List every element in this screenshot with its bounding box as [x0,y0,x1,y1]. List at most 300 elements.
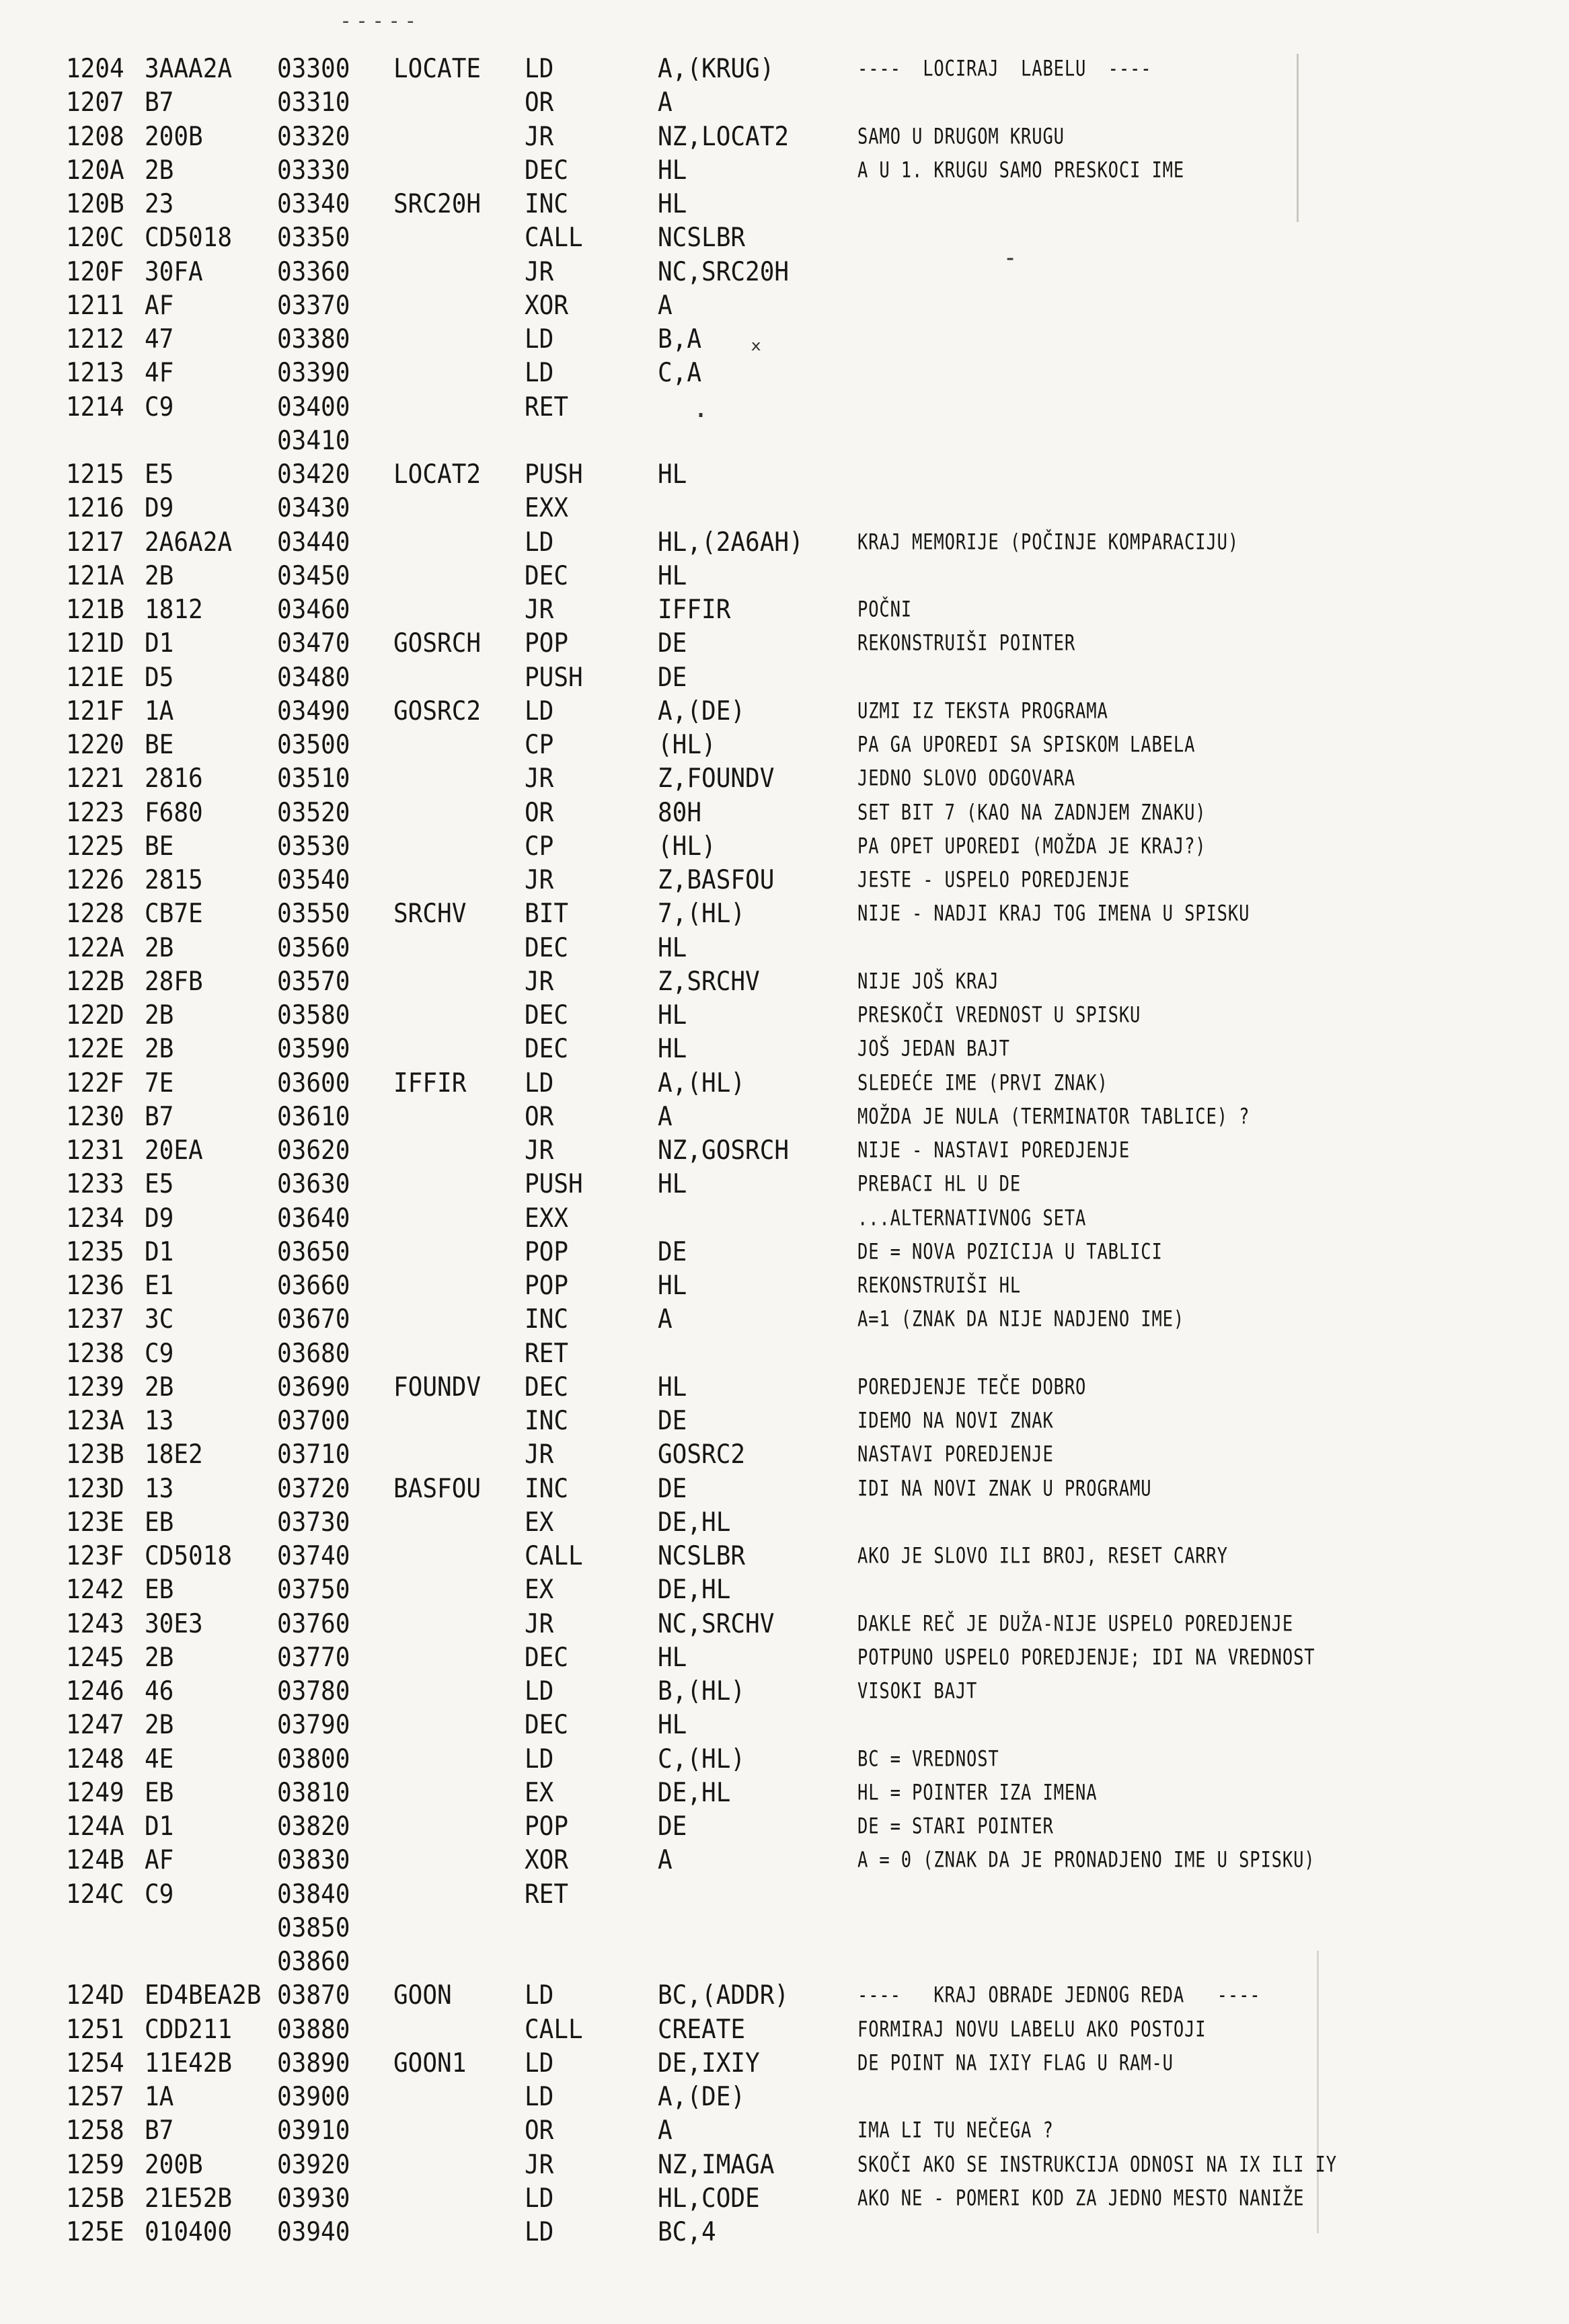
opcode-hex-cell: BE [145,730,174,760]
comment-cell: PREBACI HL U DE [857,1171,1022,1197]
line-number-cell: 03500 [277,730,350,760]
opcode-hex-cell: 30FA [145,256,203,287]
opcode-hex-cell: CD5018 [145,1541,233,1571]
line-number-cell: 03680 [277,1338,350,1369]
address-cell: 1212 [66,324,124,354]
opcode-hex-cell: 23 [145,189,174,219]
comment-cell: JEDNO SLOVO ODGOVARA [857,765,1076,792]
address-cell: 120C [66,223,124,253]
line-number-cell: 03740 [277,1541,350,1571]
address-cell: 1221 [66,763,124,794]
operand-cell: C,(HL) [658,1744,746,1774]
page-fold-line [1297,54,1299,222]
operand-cell: DE [658,1406,687,1436]
comment-cell: IMA LI TU NEČEGA ? [857,2117,1054,2144]
label-cell: GOON1 [393,2048,467,2078]
mnemonic-cell: EX [525,1575,554,1605]
comment-cell: NIJE - NADJI KRAJ TOG IMENA U SPISKU [857,901,1250,927]
line-number-cell: 03380 [277,324,350,354]
line-number-cell: 03810 [277,1778,350,1808]
address-cell: 1251 [66,2014,124,2045]
operand-cell: HL,(2A6AH) [658,527,804,558]
mnemonic-cell: DEC [525,561,569,591]
line-number-cell: 03300 [277,54,350,84]
opcode-hex-cell: 2A6A2A [145,527,233,558]
label-cell: FOUNDV [393,1372,482,1402]
address-cell: 1213 [66,358,124,388]
comment-cell: JESTE - USPELO POREDJENJE [857,867,1131,893]
opcode-hex-cell: CB7E [145,899,203,929]
address-cell: 1226 [66,865,124,895]
address-cell: 1259 [66,2149,124,2180]
mnemonic-cell: DEC [525,1643,569,1673]
address-cell: 124A [66,1811,124,1842]
address-cell: 1234 [66,1203,124,1234]
opcode-hex-cell: AF [145,291,174,321]
line-number-cell: 03770 [277,1643,350,1673]
opcode-hex-cell: 2B [145,932,174,963]
line-number-cell: 03760 [277,1608,350,1639]
line-number-cell: 03320 [277,121,350,152]
mnemonic-cell: LD [525,1980,554,2011]
address-cell: 1214 [66,391,124,422]
opcode-hex-cell: E5 [145,1169,174,1199]
opcode-hex-cell: CD5018 [145,223,233,253]
address-cell: 1208 [66,121,124,152]
mnemonic-cell: CALL [525,1541,583,1571]
opcode-hex-cell: EB [145,1778,174,1808]
mnemonic-cell: XOR [525,1845,569,1875]
comment-cell: DE POINT NA IXIY FLAG U RAM-U [857,2050,1174,2076]
comment-cell: POREDJENJE TEČE DOBRO [857,1374,1087,1400]
opcode-hex-cell: C9 [145,1879,174,1910]
address-cell: 1231 [66,1135,124,1166]
comment-cell: AKO JE SLOVO ILI BROJ, RESET CARRY [857,1543,1228,1569]
comment-cell: ---- KRAJ OBRADE JEDNOG REDA ---- [857,1982,1261,2009]
mnemonic-cell: DEC [525,1000,569,1030]
operand-cell: HL [658,1372,687,1402]
opcode-hex-cell: 010400 [145,2217,233,2247]
address-cell: 1230 [66,1102,124,1132]
line-number-cell: 03850 [277,1913,350,1943]
operand-cell: DE [658,628,687,659]
mnemonic-cell: OR [525,87,554,118]
address-cell: 1248 [66,1744,124,1774]
comment-cell: IDI NA NOVI ZNAK U PROGRAMU [857,1476,1152,1501]
mnemonic-cell: JR [525,967,554,997]
opcode-hex-cell: 30E3 [145,1608,203,1639]
address-cell: 1217 [66,527,124,558]
opcode-hex-cell: 200B [145,121,203,152]
mnemonic-cell: LD [525,2217,554,2247]
line-number-cell: 03540 [277,865,350,895]
stray-mark: ˣ [748,335,765,366]
mnemonic-cell: DEC [525,1034,569,1064]
comment-cell: REKONSTRUIŠI HL [857,1273,1022,1299]
opcode-hex-cell: 200B [145,2149,203,2180]
comment-cell: IDEMO NA NOVI ZNAK [857,1408,1054,1434]
address-cell: 123E [66,1507,124,1538]
comment-cell: JOŠ JEDAN BAJT [857,1036,1010,1062]
mnemonic-cell: CALL [525,223,583,253]
line-number-cell: 03870 [277,1980,350,2011]
opcode-hex-cell: 28FB [145,967,203,997]
mnemonic-cell: EXX [525,493,569,523]
mnemonic-cell: LD [525,527,554,558]
operand-cell: A,(DE) [658,2082,746,2112]
label-cell: SRC20H [393,189,482,219]
comment-cell: BC = VREDNOST [857,1746,999,1772]
mnemonic-cell: JR [525,2149,554,2180]
opcode-hex-cell: 21E52B [145,2183,233,2214]
comment-cell: ...ALTERNATIVNOG SETA [857,1205,1087,1231]
opcode-hex-cell: D1 [145,628,174,659]
opcode-hex-cell: 3AAA2A [145,54,233,84]
mnemonic-cell: LD [525,696,554,726]
opcode-hex-cell: C9 [145,1338,174,1369]
comment-cell: NASTAVI POREDJENJE [857,1441,1054,1468]
address-cell: 122E [66,1034,124,1064]
address-cell: 120A [66,155,124,186]
operand-cell: C,A [658,358,702,388]
operand-cell: HL [658,1271,687,1301]
line-number-cell: 03840 [277,1879,350,1910]
operand-cell: 80H [658,797,702,828]
address-cell: 120B [66,189,124,219]
comment-cell: FORMIRAJ NOVU LABELU AKO POSTOJI [857,2017,1207,2042]
mnemonic-cell: OR [525,797,554,828]
operand-cell: DE,HL [658,1575,731,1605]
stray-mark: · [693,400,710,431]
comment-cell: PRESKOČI VREDNOST U SPISKU [857,1002,1141,1028]
mnemonic-cell: POP [525,628,569,659]
mnemonic-cell: CP [525,730,554,760]
mnemonic-cell: LD [525,324,554,354]
operand-cell: HL [658,1000,687,1030]
comment-cell: HL = POINTER IZA IMENA [857,1780,1098,1806]
operand-cell: NC,SRC20H [658,256,790,287]
label-cell: SRCHV [393,899,467,929]
address-cell: 1257 [66,2082,124,2112]
operand-cell: HL [658,1169,687,1199]
opcode-hex-cell: D1 [145,1237,174,1267]
stray-mark: ˗ [1002,242,1019,273]
opcode-hex-cell: 2815 [145,865,203,895]
comment-cell: ---- LOCIRAJ LABELU ---- [857,56,1152,82]
operand-cell: DE [658,662,687,693]
line-number-cell: 03520 [277,797,350,828]
address-cell: 1239 [66,1372,124,1402]
line-number-cell: 03790 [277,1710,350,1740]
mnemonic-cell: DEC [525,1372,569,1402]
line-number-cell: 03590 [277,1034,350,1064]
address-cell: 1243 [66,1608,124,1639]
operand-cell: HL [658,932,687,963]
address-cell: 1245 [66,1643,124,1673]
operand-cell: Z,BASFOU [658,865,775,895]
mnemonic-cell: PUSH [525,459,583,490]
opcode-hex-cell: 3C [145,1304,174,1335]
label-cell: GOSRCH [393,628,482,659]
mnemonic-cell: LD [525,1744,554,1774]
operand-cell: A,(HL) [658,1067,746,1098]
address-cell: 1235 [66,1237,124,1267]
line-number-cell: 03860 [277,1947,350,1977]
opcode-hex-cell: 4F [145,358,174,388]
comment-cell: KRAJ MEMORIJE (POČINJE KOMPARACIJU) [857,529,1239,555]
line-number-cell: 03440 [277,527,350,558]
comment-cell: A U 1. KRUGU SAMO PRESKOCI IME [857,157,1185,184]
comment-cell: PA OPET UPOREDI (MOŽDA JE KRAJ?) [857,833,1207,860]
opcode-hex-cell: B7 [145,1102,174,1132]
line-number-cell: 03470 [277,628,350,659]
comment-cell: POTPUNO USPELO POREDJENJE; IDI NA VREDNOST [857,1645,1315,1671]
mnemonic-cell: LD [525,2048,554,2078]
operand-cell: A [658,2115,673,2146]
comment-cell: PA GA UPOREDI SA SPISKOM LABELA [857,732,1196,758]
operand-cell: Z,FOUNDV [658,763,775,794]
mnemonic-cell: LD [525,1676,554,1707]
address-cell: 121B [66,595,124,625]
comment-cell: SAMO U DRUGOM KRUGU [857,124,1065,149]
line-number-cell: 03560 [277,932,350,963]
line-number-cell: 03620 [277,1135,350,1166]
operand-cell: NCSLBR [658,1541,746,1571]
mnemonic-cell: DEC [525,1710,569,1740]
mnemonic-cell: LD [525,54,554,84]
comment-cell: POČNI [857,597,913,623]
opcode-hex-cell: 1A [145,696,174,726]
line-number-cell: 03820 [277,1811,350,1842]
line-number-cell: 03900 [277,2082,350,2112]
address-cell: 122A [66,932,124,963]
operand-cell: (HL) [658,831,716,862]
opcode-hex-cell: D9 [145,1203,174,1234]
mnemonic-cell: POP [525,1237,569,1267]
operand-cell: A,(DE) [658,696,746,726]
comment-cell: DE = NOVA POZICIJA U TABLICI [857,1239,1163,1265]
address-cell: 1204 [66,54,124,84]
mnemonic-cell: POP [525,1811,569,1842]
operand-cell: DE [658,1473,687,1504]
line-number-cell: 03670 [277,1304,350,1335]
opcode-hex-cell: 47 [145,324,174,354]
address-cell: 1237 [66,1304,124,1335]
operand-cell: DE,HL [658,1507,731,1538]
address-cell: 1236 [66,1271,124,1301]
address-cell: 1242 [66,1575,124,1605]
comment-cell: MOŽDA JE NULA (TERMINATOR TABLICE) ? [857,1104,1250,1130]
line-number-cell: 03630 [277,1169,350,1199]
line-number-cell: 03310 [277,87,350,118]
operand-cell: NZ,GOSRCH [658,1135,790,1166]
address-cell: 1223 [66,797,124,828]
opcode-hex-cell: D1 [145,1811,174,1842]
opcode-hex-cell: F680 [145,797,203,828]
address-cell: 123F [66,1541,124,1571]
mnemonic-cell: DEC [525,932,569,963]
opcode-hex-cell: B7 [145,87,174,118]
comment-cell: A = 0 (ZNAK DA JE PRONADJENO IME U SPISKU) [857,1847,1315,1873]
line-number-cell: 03430 [277,493,350,523]
label-cell: LOCATE [393,54,482,84]
opcode-hex-cell: 4E [145,1744,174,1774]
mnemonic-cell: PUSH [525,1169,583,1199]
mnemonic-cell: INC [525,189,569,219]
opcode-hex-cell: E5 [145,459,174,490]
line-number-cell: 03720 [277,1473,350,1504]
address-cell: 123B [66,1439,124,1470]
mnemonic-cell: PUSH [525,662,583,693]
address-cell: 121E [66,662,124,693]
page-fold-line [1317,1951,1319,2233]
address-cell: 124D [66,1980,124,2011]
address-cell: 1220 [66,730,124,760]
mnemonic-cell: RET [525,1338,569,1369]
mnemonic-cell: JR [525,256,554,287]
opcode-hex-cell: AF [145,1845,174,1875]
comment-cell: DAKLE REČ JE DUŽA-NIJE USPELO POREDJENJE [857,1611,1294,1637]
mnemonic-cell: INC [525,1406,569,1436]
operand-cell: NCSLBR [658,223,746,253]
opcode-hex-cell: 2B [145,1034,174,1064]
operand-cell: IFFIR [658,595,731,625]
opcode-hex-cell: C9 [145,391,174,422]
line-number-cell: 03930 [277,2183,350,2214]
address-cell: 121F [66,696,124,726]
opcode-hex-cell: 7E [145,1067,174,1098]
mnemonic-cell: RET [525,1879,569,1910]
line-number-cell: 03700 [277,1406,350,1436]
address-cell: 123A [66,1406,124,1436]
address-cell: 1215 [66,459,124,490]
mnemonic-cell: JR [525,1135,554,1166]
mnemonic-cell: LD [525,2082,554,2112]
opcode-hex-cell: 2B [145,1372,174,1402]
comment-cell: SKOČI AKO SE INSTRUKCIJA ODNOSI NA IX ILI IY [857,2152,1337,2177]
line-number-cell: 03390 [277,358,350,388]
operand-cell: Z,SRCHV [658,967,760,997]
address-cell: 121D [66,628,124,659]
mnemonic-cell: OR [525,2115,554,2146]
line-number-cell: 03580 [277,1000,350,1030]
mnemonic-cell: POP [525,1271,569,1301]
line-number-cell: 03480 [277,662,350,693]
comment-cell: SLEDEĆE IME (PRVI ZNAK) [857,1070,1108,1096]
mnemonic-cell: JR [525,865,554,895]
address-cell: 122B [66,967,124,997]
comment-cell: REKONSTRUIŠI POINTER [857,630,1076,657]
operand-cell: CREATE [658,2014,746,2045]
operand-cell: A,(KRUG) [658,54,775,84]
line-number-cell: 03570 [277,967,350,997]
address-cell: 1247 [66,1710,124,1740]
line-number-cell: 03350 [277,223,350,253]
comment-cell: AKO NE - POMERI KOD ZA JEDNO MESTO NANIŽE [857,2185,1305,2212]
mnemonic-cell: JR [525,1608,554,1639]
label-cell: LOCAT2 [393,459,482,490]
operand-cell: A [658,87,673,118]
operand-cell: NZ,IMAGA [658,2149,775,2180]
mnemonic-cell: CALL [525,2014,583,2045]
operand-cell: HL [658,155,687,186]
operand-cell: BC,(ADDR) [658,1980,790,2011]
operand-cell: HL [658,189,687,219]
line-number-cell: 03710 [277,1439,350,1470]
line-number-cell: 03650 [277,1237,350,1267]
address-cell: 1238 [66,1338,124,1369]
mnemonic-cell: INC [525,1473,569,1504]
opcode-hex-cell: EB [145,1575,174,1605]
address-cell: 125B [66,2183,124,2214]
opcode-hex-cell: 2816 [145,763,203,794]
opcode-hex-cell: 18E2 [145,1439,203,1470]
mnemonic-cell: RET [525,391,569,422]
operand-cell: DE [658,1237,687,1267]
label-cell: BASFOU [393,1473,482,1504]
label-cell: GOSRC2 [393,696,482,726]
operand-cell: B,(HL) [658,1676,746,1707]
mnemonic-cell: DEC [525,155,569,186]
line-number-cell: 03730 [277,1507,350,1538]
mnemonic-cell: LD [525,1067,554,1098]
comment-cell: SET BIT 7 (KAO NA ZADNJEM ZNAKU) [857,800,1207,825]
line-number-cell: 03690 [277,1372,350,1402]
address-cell: 1225 [66,831,124,862]
line-number-cell: 03830 [277,1845,350,1875]
mnemonic-cell: LD [525,358,554,388]
address-cell: 1207 [66,87,124,118]
operand-cell: HL [658,459,687,490]
mnemonic-cell: OR [525,1102,554,1132]
operand-cell: BC,4 [658,2217,716,2247]
address-cell: 120F [66,256,124,287]
comment-cell: DE = STARI POINTER [857,1813,1054,1840]
opcode-hex-cell: ED4BEA2B [145,1980,262,2011]
address-cell: 1246 [66,1676,124,1707]
line-number-cell: 03910 [277,2115,350,2146]
line-number-cell: 03360 [277,256,350,287]
address-cell: 1258 [66,2115,124,2146]
line-number-cell: 03450 [277,561,350,591]
mnemonic-cell: BIT [525,899,569,929]
line-number-cell: 03400 [277,391,350,422]
operand-cell: HL [658,1643,687,1673]
line-number-cell: 03890 [277,2048,350,2078]
address-cell: 125E [66,2217,124,2247]
line-number-cell: 03550 [277,899,350,929]
opcode-hex-cell: B7 [145,2115,174,2146]
opcode-hex-cell: CDD211 [145,2014,233,2045]
label-cell: IFFIR [393,1067,467,1098]
comment-cell: NIJE JOŠ KRAJ [857,969,999,995]
opcode-hex-cell: 2B [145,1643,174,1673]
opcode-hex-cell: E1 [145,1271,174,1301]
operand-cell: A [658,291,673,321]
opcode-hex-cell: 2B [145,1710,174,1740]
opcode-hex-cell: 13 [145,1473,174,1504]
address-cell: 123D [66,1473,124,1504]
operand-cell: NZ,LOCAT2 [658,121,790,152]
line-number-cell: 03510 [277,763,350,794]
opcode-hex-cell: 46 [145,1676,174,1707]
operand-cell: A [658,1304,673,1335]
line-number-cell: 03920 [277,2149,350,2180]
opcode-hex-cell: 1A [145,2082,174,2112]
opcode-hex-cell: 2B [145,561,174,591]
line-number-cell: 03600 [277,1067,350,1098]
address-cell: 1211 [66,291,124,321]
